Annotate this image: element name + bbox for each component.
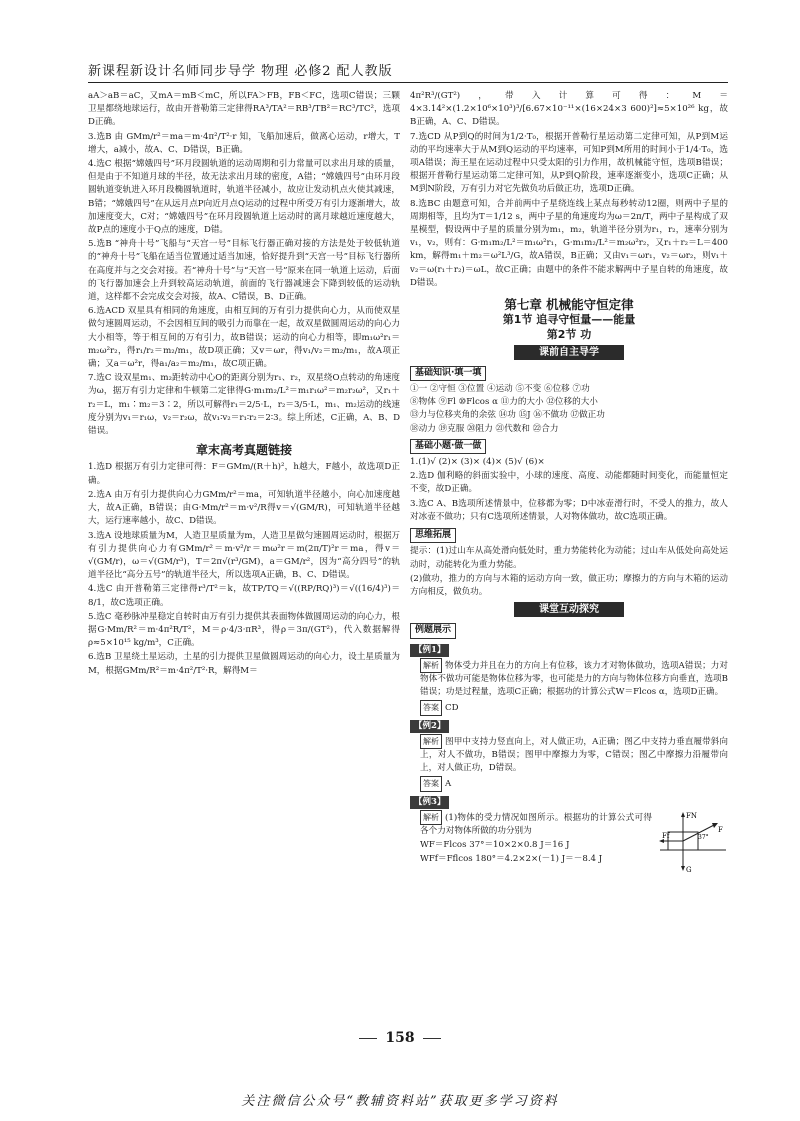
normal-force-head — [681, 812, 685, 817]
answer-item: 2.选D 伽利略的斜面实验中，小球的速度、高度、动能都随时间变化，而能量恒定不变，故D正确。 — [410, 471, 728, 495]
page-number — [0, 1030, 800, 1046]
answer-item: 5.选C 毫秒脉冲星稳定自转时由万有引力提供其表面物体做圆周运动的向心力，根据G·Mm/R²＝m·4π²R/T²，M＝ρ·4/3·πR³，得ρ＝3π/(GT²)，代入数据解得ρ≈5×10¹⁵ kg/m³，C正确。 — [88, 611, 400, 649]
answer-item: 6.选B 卫星绕土星运动，土星的引力提供卫星做圆周运动的向心力，设土星质量为M，根据GMm/R²＝m·4π²/T²·R，解得M＝ — [88, 652, 400, 676]
dash-left — [359, 1038, 377, 1039]
answer-item: 3.选C A、B选项所述情景中，位移都为零；D中冰壶滑行时，不受人的推力，故人对冰壶不做功；只有C选项所述情景，人对物体做功，故C选项正确。 — [410, 498, 728, 522]
example-answer — [410, 776, 728, 791]
fill-row: ⑱动力 ⑲克服 ⑳阻力 ㉑代数和 ㉒合力 — [410, 423, 559, 434]
box-label: 基础小题·做一做 — [410, 439, 486, 454]
analysis-text: 图甲中支持力竖直向上，对人做正功，A正确；图乙中支持力垂直履带斜向上，对人不做功，B错误；图甲中摩擦力为零，C错误；图乙中摩擦力沿履带向上，对人做正功，D错误。 — [420, 736, 728, 774]
gravity-head — [681, 866, 685, 871]
left-paragraph: 5.选B “神舟十号”飞船与“天宫一号”目标飞行器正确对接的方法是处于较低轨道的“神舟十号”飞船在适当位置通过适当加速，恰好提升到“天宫一号”目标飞行器所在高度并与之交会对接。若“神舟十号”与“天宫一号”原来在同一轨道上运动，后面的飞行器加速会上升到较高运动轨道，前面的飞行器减速会下降到较低的运动轨道，这样都不会完成交会对接，故A、C错误，B、D正确。 — [88, 239, 400, 303]
analysis-text: 物体受力并且在力的方向上有位移，该力才对物体做功，选项A错误；力对物体不做功可能是物体位移为零，也可能是力的方向与物体位移方向垂直，选项B错误；功是过程量，选项C正确；根据功的计算公式W＝Flcos α，选项D正确。 — [420, 660, 728, 698]
answer-text: CD — [445, 703, 459, 714]
label-ff: Ff — [662, 831, 670, 840]
analysis-tag: 解析 — [420, 734, 442, 749]
section-title: 第1节 追寻守恒量——能量 — [502, 313, 636, 327]
analysis-tag: 解析 — [420, 658, 442, 673]
answer-tag: 答案 — [420, 776, 442, 791]
section-title: 第2节 功 — [546, 328, 592, 342]
banner-preview: 课前自主导学 — [514, 345, 624, 360]
force-diagram — [658, 810, 728, 874]
work-formula: WFf＝Fflcos 180°＝4.2×2×(－1) J＝－8.4 J — [420, 854, 603, 865]
label-angle: 37° — [698, 833, 709, 841]
left-paragraph: 6.选ACD 双星具有相同的角速度，由相互间的万有引力提供向心力，从而使双星做匀速圆周运动，不会因相互间的吸引力而靠在一起，故双星做圆周运动的向心力大小相等，等于相互间的万有引力，故B错误；运动的向心力相等，即m₁ω²r₁＝m₂ω²r₂，得r₁/r₂＝m₂/m₁，故D项正确；又v＝ωr，得v₁/v₂＝m₂/m₁，故A项正确；又a＝ω²r，得a₁/a₂＝m₂/m₁，故C项正确。 — [88, 306, 400, 370]
hint-text: (2)做功，推力的方向与木箱的运动方向一致，做正功；摩擦力的方向与木箱的运动方向相反，做负功。 — [410, 573, 728, 597]
page-number-text: 158 — [385, 1030, 415, 1046]
answer-item: 3.选A 设地球质量为M，人造卫星质量为m，人造卫星做匀速圆周运动时，根据万有引力提供向心力有GMm/r²＝m·v²/r＝mω²r＝m(2π/T)²r＝ma，得v＝√(GM/r)，ω＝√(GM/r³)，T＝2π√(r³/GM)，a＝GM/r²，因为“高分四号”的轨道半径比“高分五号”的轨道半径大，所以选项A正确，B、C、D错误。 — [88, 530, 400, 581]
example-label: 【例1】 — [410, 644, 449, 657]
example-analysis — [410, 734, 728, 776]
right-paragraph: 4π²R³/(GT²)，带入计算可得：M＝4×3.14²×(1.2×10⁶×10³)³/[6.67×10⁻¹¹×(16×24×3 600)²]≈5×10²⁶ kg，故B正确，A、C、D错误。 — [410, 91, 728, 128]
answer-tag: 答案 — [420, 700, 442, 715]
section-heading: 章末高考真题链接 — [195, 443, 292, 458]
box-label: 思维拓展 — [410, 528, 456, 543]
work-formula: WF＝Flcos 37°＝10×2×0.8 J＝16 J — [420, 840, 570, 851]
banner-classroom: 课堂互动探究 — [514, 602, 624, 617]
left-paragraph: aA＞aB＝aC，又mA＝mB＜mC，所以FA＞FB，FB＜FC，选项C错误；三颗卫星都绕地球运行，故由开普勒第三定律得RA³/TA²＝RB³/TB²＝RC³/TC²，选项D正确。 — [88, 91, 400, 128]
fill-row: ⑬力与位移夹角的余弦 ⑭功 ⑮J ⑯不做功 ⑰做正功 — [410, 410, 605, 421]
hint-text: 提示：(1)过山车从高处滑向低处时，重力势能转化为动能；过山车从低处向高处运动时，动能转化为重力势能。 — [410, 546, 728, 570]
fill-row: ①一 ②守恒 ③位置 ④运动 ⑤不变 ⑥位移 ⑦功 — [410, 384, 590, 395]
answer-text: A — [445, 779, 452, 790]
fill-row: ⑧物体 ⑨Fl ⑩Flcos α ⑪力的大小 ⑫位移的大小 — [410, 397, 598, 408]
box-label: 例题展示 — [410, 623, 456, 638]
left-paragraph: 7.选C 设双星m₁、m₂距转动中心O的距离分别为r₁、r₂，双星绕O点转动的角速度为ω，据万有引力定律和牛顿第二定律得G·m₁m₂/L²＝m₁r₁ω²＝m₂r₂ω²，又r₁＋r₂＝L，m₁∶m₂＝3∶2，所以可解得r₁＝2/5·L，r₂＝3/5·L，m₁、m₂运动的线速度分别为v₁＝r₁ω，v₂＝r₂ω，故v₁∶v₂＝r₁∶r₂＝2∶3。综上所述，C正确，A、B、D错误。 — [88, 373, 400, 437]
example-label: 【例2】 — [410, 720, 449, 733]
footer-note: 关注微信公众号“教辅资料站”获取更多学习资料 — [241, 1094, 559, 1109]
analysis-tag: 解析 — [420, 810, 442, 825]
answer-item: 1.(1)√ (2)× (3)× (4)× (5)√ (6)× — [410, 457, 545, 468]
answer-item: 4.选C 由开普勒第三定律得r³/T²＝k，故TP/TQ＝√((RP/RQ)³)＝√((16/4)³)＝8/1，故C选项正确。 — [88, 584, 400, 608]
left-column — [88, 90, 400, 1010]
box-label: 基础知识·填一填 — [410, 366, 486, 381]
dash-right — [423, 1038, 441, 1039]
label-f: F — [718, 825, 723, 834]
right-column — [410, 90, 728, 1030]
label-g: G — [686, 865, 692, 874]
answer-item: 2.选A 由万有引力提供向心力GMm/r²＝ma，可知轨道半径越小，向心加速度越大，故A正确，B错误；由G·Mm/r²＝m·v²/R得v＝√(GM/R)，可知轨道半径越大，运行速率越小，故C、D错误。 — [88, 489, 400, 527]
answer-item: 1.选D 根据万有引力定律可得：F＝GMm/(R＋h)²，h越大，F越小，故选项D正确。 — [88, 462, 400, 486]
right-paragraph: 8.选BC 由题意可知，合并前两中子星绕连线上某点每秒转动12圈，则两中子星的周期相等，且均为T＝1/12 s，两中子星的角速度均为ω＝2π/T，两中子星构成了双星模型，假设两中子星的质量分别为m₁，m₂，轨道半径分别为r₁，r₂，速率分别为v₁，v₂，则有：G·m₁m₂/L²＝m₁ω²r₁，G·m₁m₂/L²＝m₂ω²r₂，又r₁＋r₂＝L＝400 km，解得m₁＋m₂＝ω²L³/G，故A错误，B正确；又由v₁＝ωr₁，v₂＝ωr₂，则v₁＋v₂＝ω(r₁＋r₂)＝ωL，故C正确；由题中的条件不能求解两中子星自转的角速度，故D错误。 — [410, 198, 728, 288]
label-fn: FN — [686, 811, 697, 820]
left-paragraph: 3.选B 由 GMm/r²＝ma＝m·4π²/T²·r 知，飞船加速后，做离心运动，r增大，T增大，a减小，故A、C、D错误，B正确。 — [88, 131, 400, 155]
example-analysis — [410, 658, 728, 700]
example-answer — [410, 700, 728, 715]
right-paragraph: 7.选CD 从P到Q的时间为1/2·T₀，根据开普勒行星运动第二定律可知，从P到M运动的平均速率大于从M到Q运动的平均速率，可知P到M所用的时间小于1/4·T₀，选项A错误；海王星在运动过程中只受太阳的引力作用，故机械能守恒，选项B错误；根据开普勒行星运动第二定律可知，从P到Q阶段，速率逐渐变小，选项C正确；从M到N阶段，万有引力对它先做负功后做正功，选项D正确。 — [410, 131, 728, 195]
example-label: 【例3】 — [410, 796, 449, 809]
page-header: 新课程新设计名师同步导学 物理 必修2 配人教版 — [88, 64, 393, 79]
header-rule — [88, 82, 728, 83]
chapter-title: 第七章 机械能守恒定律 — [504, 297, 634, 313]
left-paragraph: 4.选C 根据“嫦娥四号”环月段圆轨道的运动周期和引力常量可以求出月球的质量，但是由于不知道月球的半径，故无法求出月球的密度，A错；“嫦娥四号”由环月段圆轨道变轨进入环月段椭圆轨道时，轨道半径减小，故应让发动机点火使其减速，B错；“嫦娥四号”在从远月点P向近月点Q运动的过程中所受万有引力逐渐增大，故加速度变大，C对；“嫦娥四号”在环月段圆轨道上运动时的离月球越近速度越大，故P点的速度小于Q点的速度，D错。 — [88, 159, 400, 236]
analysis-text: (1)物体的受力情况如图所示。根据功的计算公式可得各个力对物体所做的功分别为 — [420, 812, 652, 836]
